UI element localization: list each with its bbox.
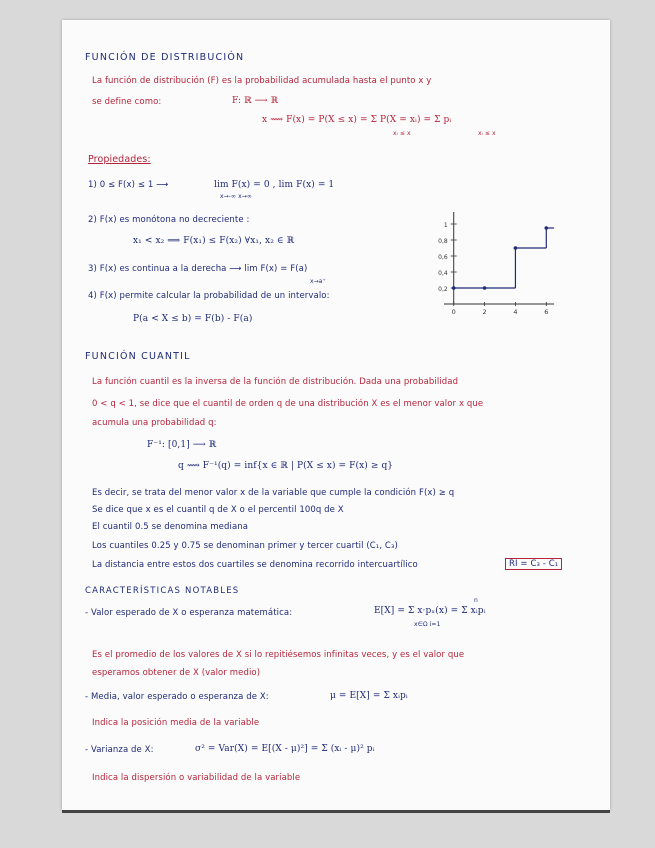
- ri-formula-box: RI = C₃ - C₁: [505, 558, 562, 570]
- distribucion-line-2b: F: ℝ ⟶ ℝ: [232, 96, 279, 106]
- propiedad-1: 1) 0 ≤ F(x) ≤ 1 ⟶: [88, 180, 169, 190]
- cuantil-line-8: El cuantil 0.5 se denomina mediana: [92, 522, 249, 532]
- section-title-cuantil: FUNCIÓN CUANTIL: [85, 351, 191, 362]
- esperanza-desc-2: esperamos obtener de X (valor medio): [92, 668, 261, 678]
- esperanza-sum-subs: x∈Ω i=1: [414, 621, 441, 628]
- propiedades-title: Propiedades:: [88, 154, 151, 165]
- cuantil-line-2: 0 < q < 1, se dice que el cuantil de orden q de una distribución X es el menor valor x que: [92, 399, 484, 409]
- media-line: - Media, valor esperado o esperanza de X:: [85, 692, 269, 702]
- cuantil-line-10: La distancia entre estos dos cuartiles se denomina recorrido intercuartílico: [92, 560, 418, 570]
- esperanza-sum-top: n: [474, 597, 478, 604]
- cuantil-line-7: Se dice que x es el cuantil q de X o el percentil 100q de X: [92, 505, 344, 515]
- y-tick-label: 0,2: [438, 286, 448, 293]
- cuantil-line-3: acumula una probabilidad q:: [92, 418, 217, 428]
- propiedad-4: 4) F(x) permite calcular la probabilidad de un intervalo:: [88, 291, 330, 301]
- section-title-caracteristicas: CARACTERÍSTICAS NOTABLES: [85, 586, 240, 596]
- cdf-step-chart: [410, 208, 560, 314]
- cuantil-mapping-2: q ⟿ F⁻¹(q) = inf{x ∈ ℝ | P(X ≤ x) = F(x) ≥ q}: [178, 461, 394, 471]
- esperanza-line: - Valor esperado de X o esperanza matemática:: [85, 608, 293, 618]
- cuantil-line-9: Los cuantiles 0.25 y 0.75 se denominan primer y tercer cuartil (C₁, C₃): [92, 541, 398, 551]
- varianza-line: - Varianza de X:: [85, 745, 154, 755]
- esperanza-desc-1: Es el promedio de los valores de X si lo repitiésemos infinitas veces, y es el valor que: [92, 650, 465, 660]
- y-tick-label: 1: [443, 222, 448, 229]
- y-tick-label: 0,8: [438, 238, 448, 245]
- distribucion-sub-1: xᵢ ≤ x: [393, 130, 411, 137]
- propiedad-2: 2) F(x) es monótona no decreciente :: [88, 215, 250, 225]
- propiedad-4-formula: P(a < X ≤ b) = F(b) - F(a): [133, 314, 253, 324]
- propiedad-2-formula: x₁ < x₂ ⟹ F(x₁) ≤ F(x₂) ∀x₁, x₂ ∈ ℝ: [133, 236, 295, 246]
- x-tick-label: 0: [451, 308, 456, 314]
- x-tick-label: 2: [482, 308, 487, 314]
- propiedad-1-limits: lim F(x) = 0 , lim F(x) = 1: [214, 180, 335, 190]
- propiedad-1-limit-subs: x→-∞ x→∞: [220, 193, 253, 200]
- y-tick-label: 0,6: [438, 254, 448, 261]
- esperanza-formula: E[X] = Σ x·pₓ(x) = Σ xᵢpᵢ: [374, 606, 486, 616]
- x-tick-label: 4: [513, 308, 518, 314]
- varianza-desc: Indica la dispersión o variabilidad de la variable: [92, 773, 301, 783]
- cuantil-line-1: La función cuantil es la inversa de la función de distribución. Dada una probabilidad: [92, 377, 459, 387]
- cuantil-line-6: Es decir, se trata del menor valor x de la variable que cumple la condición F(x) ≥ q: [92, 488, 455, 498]
- distribucion-sub-2: xᵢ ≤ x: [478, 130, 496, 137]
- y-tick-label: 0,4: [438, 270, 448, 277]
- varianza-formula: σ² = Var(X) = E[(X - μ)²] = Σ (xᵢ - μ)² pᵢ: [195, 744, 375, 754]
- propiedad-3: 3) F(x) es continua a la derecha ⟶ lim F(x) = F(a): [88, 264, 308, 274]
- x-tick-label: 6: [544, 308, 549, 314]
- section-title-distribucion: FUNCIÓN DE DISTRIBUCIÓN: [85, 52, 245, 63]
- media-desc: Indica la posición media de la variable: [92, 718, 260, 728]
- propiedad-3-sub: x→a⁺: [310, 278, 326, 285]
- distribucion-formula: x ⟿ F(x) = P(X ≤ x) = Σ P(X = xᵢ) = Σ pᵢ: [262, 115, 452, 125]
- media-formula: μ = E[X] = Σ xᵢpᵢ: [330, 691, 408, 701]
- page-bottom-edge: [62, 810, 610, 813]
- cuantil-mapping-1: F⁻¹: [0,1] ⟶ ℝ: [147, 440, 217, 450]
- step-point: [452, 286, 456, 290]
- distribucion-line-2a: se define como:: [92, 97, 162, 107]
- distribucion-line-1: La función de distribución (F) es la probabilidad acumulada hasta el punto x y: [92, 76, 432, 86]
- step-point: [483, 286, 487, 290]
